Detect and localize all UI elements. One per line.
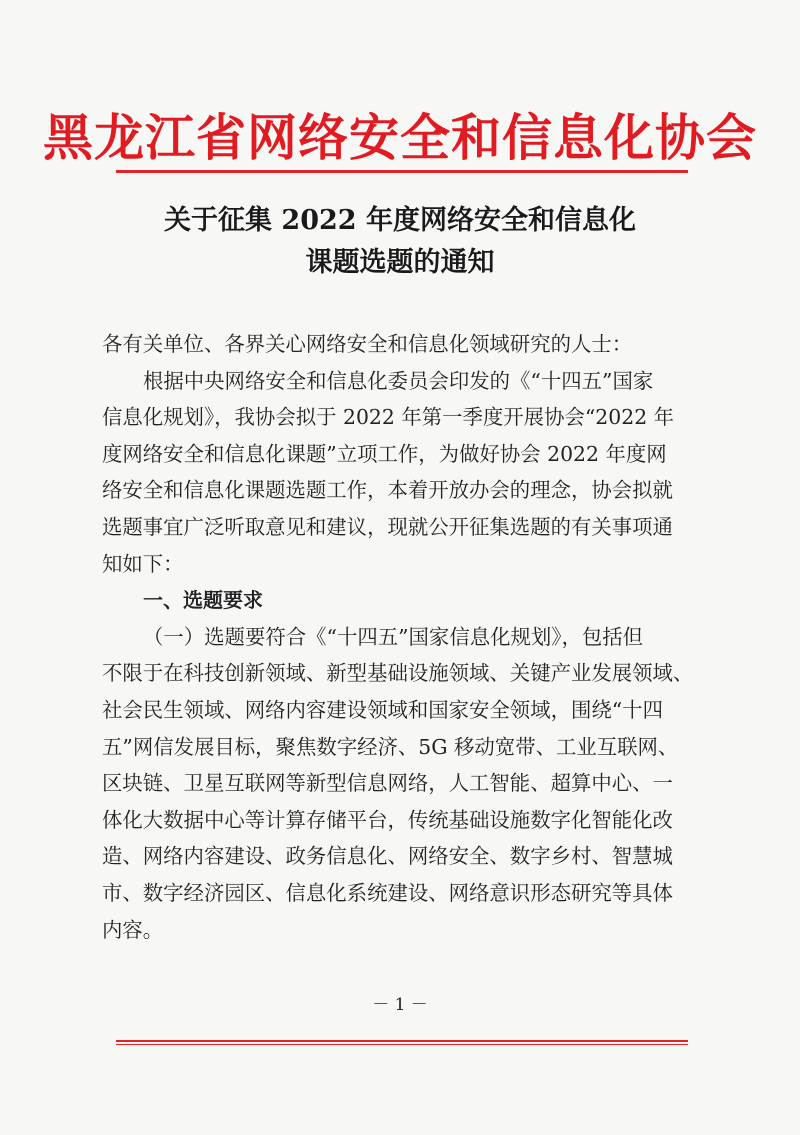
- paragraph-line: 不限于在科技创新领域、新型基础设施领域、关键产业发展领域、: [102, 661, 694, 686]
- paragraph-line: 区块链、卫星互联网等新型信息网络，人工智能、超算中心、一: [102, 771, 673, 796]
- document-body: [102, 326, 702, 948]
- paragraph-line: 内容。: [102, 917, 164, 942]
- paragraph-line: 市、数字经济园区、信息化系统建设、网络意识形态研究等具体: [102, 880, 673, 905]
- paragraph-line: 度网络安全和信息化课题”立项工作，为做好协会 2022 年度网: [102, 441, 667, 466]
- paragraph-line: 造、网络内容建设、政务信息化、网络安全、数字乡村、智慧城: [102, 844, 673, 869]
- paragraph-line: 络安全和信息化课题选题工作，本着开放办会的理念，协会拟就: [102, 478, 673, 503]
- salutation: 各有关单位、各界关心网络安全和信息化领域研究的人士：: [102, 332, 633, 356]
- letterhead-divider: [116, 170, 688, 173]
- paragraph-line: 选题事宜广泛听取意见和建议，现就公开征集选题的有关事项通: [102, 514, 673, 539]
- paragraph-line: 信息化规划》，我协会拟于 2022 年第一季度开展协会“2022 年: [102, 405, 675, 430]
- paragraph-line: 知如下：: [102, 551, 184, 576]
- page-number: － 1 －: [372, 995, 428, 1015]
- paragraph-line: 社会民生领域、网络内容建设领域和国家安全领域，围绕“十四: [102, 697, 663, 722]
- document-title: [0, 200, 800, 284]
- paragraph-line: 根据中央网络安全和信息化委员会印发的《“十四五”国家: [143, 368, 654, 393]
- paragraph-line: 体化大数据中心等计算存储平台，传统基础设施数字化智能化改: [102, 807, 673, 832]
- paragraph-line: 五”网信发展目标，聚焦数字经济、5G 移动宽带、工业互联网、: [102, 734, 679, 759]
- document-title-line-2: 课题选题的通知: [305, 247, 495, 278]
- paragraph-line: （一）选题要符合《“十四五”国家信息化规划》，包括但: [143, 624, 644, 649]
- document-title-line-1: 关于征集 2022 年度网络安全和信息化: [164, 205, 636, 236]
- section-heading: 一、选题要求: [143, 588, 263, 613]
- organization-letterhead: 黑龙江省网络安全和信息化协会: [43, 108, 757, 167]
- footer-divider: [116, 1040, 688, 1045]
